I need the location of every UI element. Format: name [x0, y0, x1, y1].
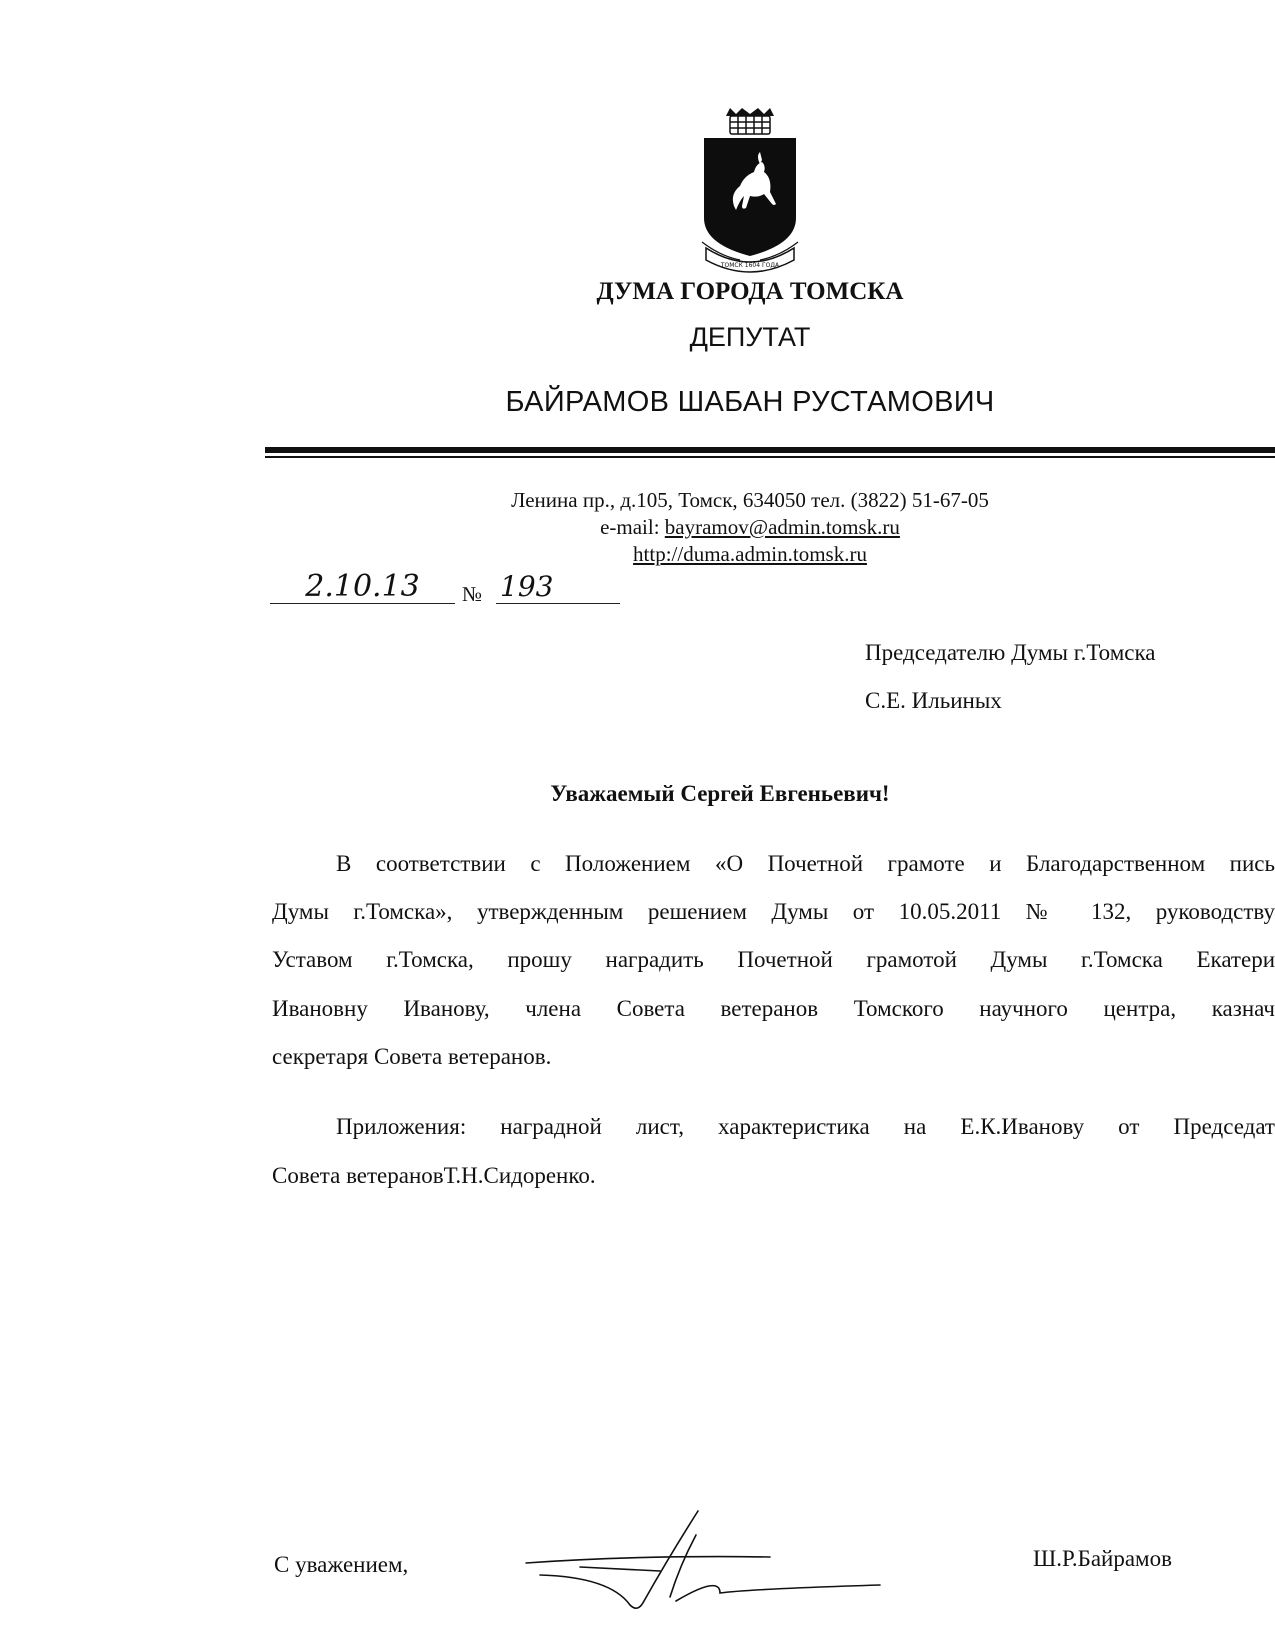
role-title: ДЕПУТАТ	[689, 322, 811, 352]
contact-website	[400, 542, 1100, 567]
registration-date: 2.10.13	[270, 570, 455, 604]
attachment-line: Приложения: наградной лист, характеристика на Е.К.Иванову от Председат	[336, 1114, 1275, 1139]
addressee-name: С.Е. Ильиных	[865, 688, 1002, 713]
header-rule-thin	[265, 456, 1275, 458]
header-rule-thick	[265, 447, 1275, 453]
body-line: В соответствии с Положением «О Почетной грамоте и Благодарственном пись	[336, 851, 1275, 876]
contact-address: Ленина пр., д.105, Томск, 634050 тел. (3822) 51-67-05	[511, 488, 989, 512]
closing-phrase: С уважением,	[274, 1552, 409, 1577]
registration-number: 193	[496, 570, 620, 604]
coat-of-arms-icon	[700, 106, 800, 276]
addressee-title: Председателю Думы г.Томска	[865, 640, 1156, 665]
registration-number-label: №	[462, 582, 483, 606]
emblem-ribbon-text: ТОМСК 1604 ГОДА	[720, 262, 780, 269]
signature	[520, 1505, 890, 1615]
email-link[interactable]: bayramov@admin.tomsk.ru	[664, 515, 900, 539]
salutation: Уважаемый Сергей Евгеньевич!	[550, 781, 890, 806]
email-label: e-mail:	[600, 515, 665, 539]
attachment-line: Совета ветерановТ.Н.Сидоренко.	[272, 1163, 596, 1188]
deputy-name: БАЙРАМОВ ШАБАН РУСТАМОВИЧ	[505, 386, 995, 418]
organization-name: ДУМА ГОРОДА ТОМСКА	[596, 278, 904, 305]
signer-name: Ш.Р.Байрамов	[1033, 1546, 1172, 1571]
contact-email-line	[400, 515, 1100, 540]
body-line: Думы г.Томска», утвержденным решением Думы от 10.05.2011 № 132, руководству	[272, 899, 1275, 924]
body-line: Уставом г.Томска, прошу наградить Почетной грамотой Думы г.Томска Екатери	[272, 947, 1275, 972]
body-line: секретаря Совета ветеранов.	[272, 1044, 552, 1069]
website-link[interactable]: http://duma.admin.tomsk.ru	[633, 542, 867, 566]
body-line: Ивановну Иванову, члена Совета ветеранов Томского научного центра, казнач	[272, 996, 1275, 1021]
